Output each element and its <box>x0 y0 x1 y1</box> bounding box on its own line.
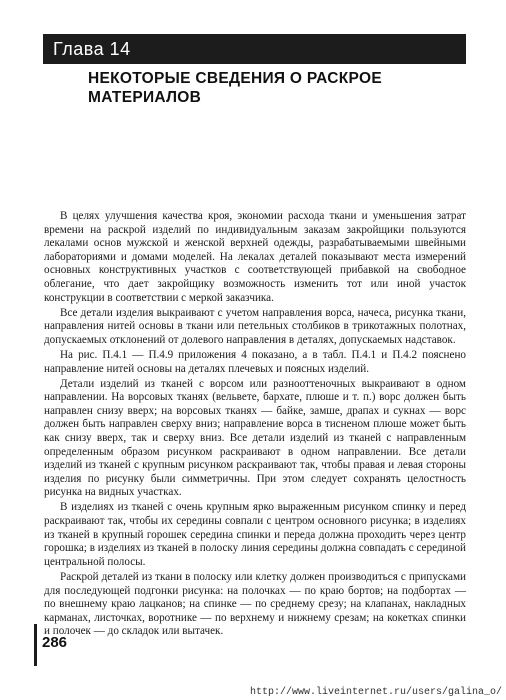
body-text <box>44 210 466 640</box>
page-number: 286 <box>42 634 68 651</box>
chapter-title: НЕКОТОРЫЕ СВЕДЕНИЯ О РАСКРОЕ МАТЕРИАЛОВ <box>88 70 382 106</box>
watermark-url: http://www.liveinternet.ru/users/galina_o/ <box>249 687 502 698</box>
paragraph: В целях улучшения качества кроя, экономии расхода ткани и уменьшения затрат времени на раскрой изделий по индивидуальным заказам закройщики пользуются лекалами основ мужской и женской верхней одежды, разрабатываемыми швейными лабораториями и домами моделей. На лекалах деталей показывают места измерений основных конструктивных участков с соответствующей прибавкой на свободное облегание, что дает закройщику возможность изменить тот или иной участок конструкции в соответствии с меркой заказчика. <box>44 210 466 304</box>
chapter-header-bar <box>43 34 466 64</box>
page-number-bar <box>34 624 37 666</box>
paragraph: В изделиях из тканей с очень крупным ярко выраженным рисунком спинку и перед раскраивают так, чтобы их середины совпали с центром основного рисунка; в изделиях из тканей в крупный горошек середина спинки и переда должна проходить через центр горошка; в изделиях из тканей в полоску линия середины должна совпадать с серединой центральной полосы. <box>44 501 466 568</box>
paragraph: Раскрой деталей из ткани в полоску или клетку должен производиться с припусками для последующей подгонки рисунка: на полочках — по краю бортов; на подбортах — по внешнему краю лацканов; на спинке — по среднему срезу; на клапанах, накладных карманах, листочках, воротнике — по верхнему и нижнему срезам; на кокетках спинки и полочек — до складок или вытачек. <box>44 570 466 638</box>
paragraph: Детали изделий из тканей с ворсом или разнооттеночных выкраивают в одном направлении. На ворсовых тканях (вельвете, бархате, плюше и т. п.) ворс должен быть направлен снизу вверх; на ворсовых тканях — байке, замше, драпах и сукнах — ворс должен быть направлен сверху вниз; направление ворса в тисненом плюше может быть как снизу вверх, так и сверху вниз. Все детали изделий из тканей с направленным определенным образом рисунком раскраивают в одном направлении. Все детали изделий из тканей с крупным рисунком раскраивают так, чтобы правая и левая стороны изделия по рисунку были симметричны. При этом следует сохранять целостность рисунка на видных участках. <box>44 377 466 499</box>
chapter-label: Глава 14 <box>53 39 131 59</box>
paragraph: Все детали изделия выкраивают с учетом направления ворса, начеса, рисунка ткани, направления нитей основы в ткани или петельных столбиков в трикотажных полотнах, допускаемых отклонений от долевого направления в деталях, допускаемых надставок. <box>44 306 466 346</box>
paragraph: На рис. П.4.1 — П.4.9 приложения 4 показано, а в табл. П.4.1 и П.4.2 пояснено направление нитей основы на деталях плечевых и поясных изделий. <box>44 348 466 375</box>
